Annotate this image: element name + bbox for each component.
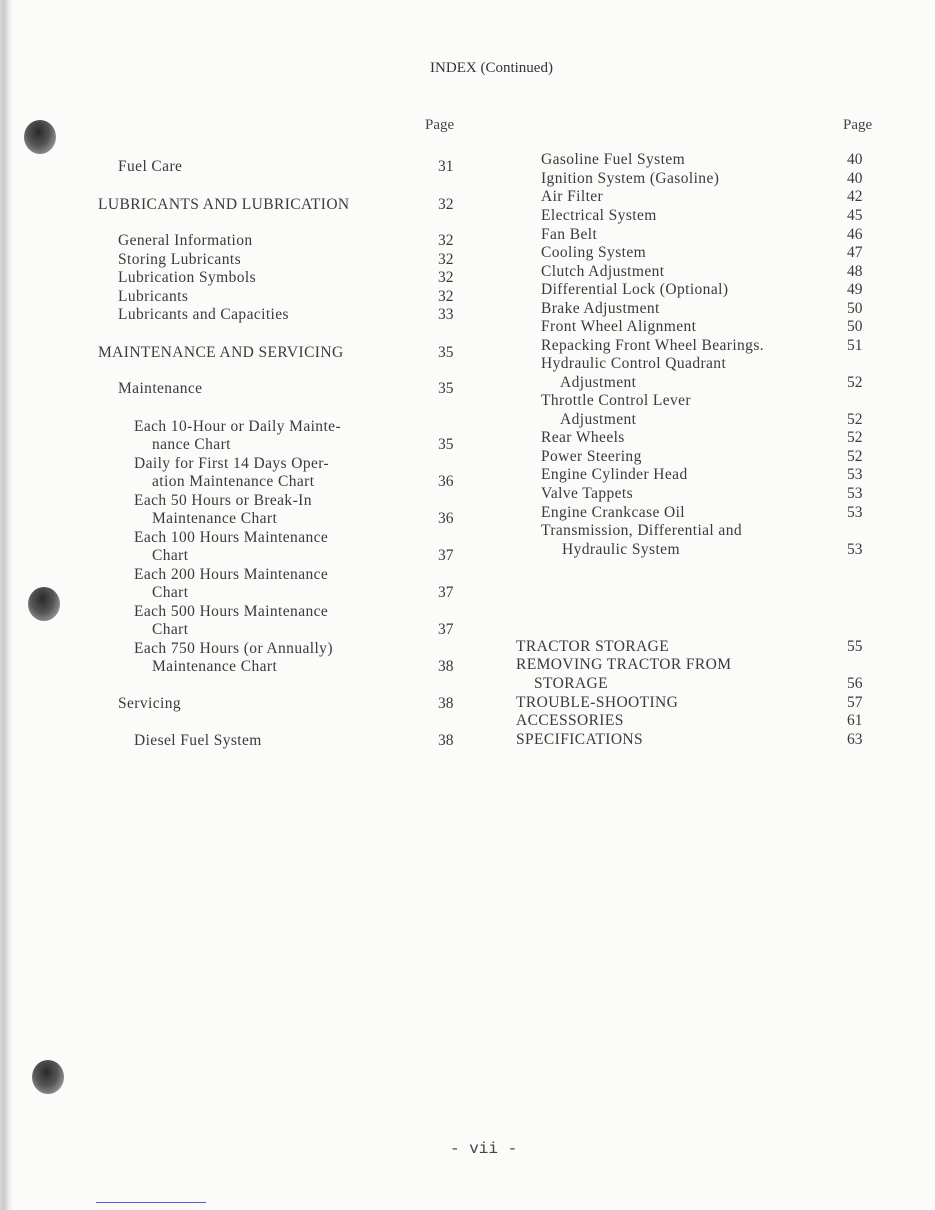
entry-page-number: 32 [438,232,454,249]
entry-page-number: 53 [847,504,863,521]
entry-label: Adjustment [560,374,637,391]
entry-label: Each 750 Hours (or Annually) [134,640,333,657]
entry-label: Fan Belt [541,226,598,243]
entry-label: Fuel Care [118,158,183,175]
binder-hole-top [24,120,56,154]
entry-page-number: 38 [438,658,454,675]
entry-page-number: 32 [438,196,454,213]
entry-label: TROUBLE-SHOOTING [516,694,679,711]
page-binding-edge [0,0,12,1210]
entry-page-number: 36 [438,473,454,490]
entry-label: STORAGE [534,675,608,692]
entry-label: Storing Lubricants [118,251,242,268]
entry-label: Chart [152,584,189,601]
entry-label: Electrical System [541,207,657,224]
binder-hole-bottom [32,1060,64,1094]
entry-page-number: 40 [847,151,863,168]
entry-page-number: 49 [847,281,863,298]
entry-label: Maintenance Chart [152,510,278,527]
entry-label: Gasoline Fuel System [541,151,686,168]
entry-page-number: 37 [438,547,454,564]
entry-label: General Information [118,232,253,249]
entry-label: Each 10-Hour or Daily Mainte- [134,418,342,435]
entry-label: Differential Lock (Optional) [541,281,729,298]
entry-page-number: 61 [847,712,863,729]
entry-label: Adjustment [560,411,637,428]
entry-page-number: 36 [438,510,454,527]
entry-label: Valve Tappets [541,485,634,502]
entry-label: LUBRICANTS AND LUBRICATION [98,196,350,213]
entry-label: ACCESSORIES [516,712,624,729]
entry-label: Each 100 Hours Maintenance [134,529,329,546]
entry-page-number: 32 [438,288,454,305]
page-number: - vii - [450,1140,518,1158]
binder-hole-middle [28,587,60,621]
entry-page-number: 52 [847,429,863,446]
entry-label: Hydraulic System [562,541,680,558]
entry-page-number: 52 [847,448,863,465]
entry-page-number: 37 [438,584,454,601]
entry-page-number: 35 [438,344,454,361]
entry-label: REMOVING TRACTOR FROM [516,656,732,673]
entry-page-number: 33 [438,306,454,323]
entry-label: Transmission, Differential and [541,522,742,539]
entry-label: Chart [152,621,189,638]
entry-label: Brake Adjustment [541,300,660,317]
entry-label: Each 200 Hours Maintenance [134,566,329,583]
entry-label: Servicing [118,695,182,712]
entry-page-number: 50 [847,300,863,317]
entry-page-number: 47 [847,244,863,261]
entry-label: Rear Wheels [541,429,625,446]
entry-label: Repacking Front Wheel Bearings. [541,337,765,354]
entry-label: Clutch Adjustment [541,263,665,280]
entry-label: ation Maintenance Chart [152,473,315,490]
entry-page-number: 32 [438,269,454,286]
entry-label: nance Chart [152,436,231,453]
entry-label: TRACTOR STORAGE [516,638,670,655]
page-column-header-right: Page [843,117,873,133]
entry-page-number: 40 [847,170,863,187]
entry-page-number: 52 [847,411,863,428]
entry-page-number: 38 [438,732,454,749]
page-title: INDEX (Continued) [430,60,553,76]
entry-page-number: 48 [847,263,863,280]
entry-label: Chart [152,547,189,564]
entry-label: Power Steering [541,448,642,465]
entry-page-number: 50 [847,318,863,335]
entry-page-number: 53 [847,466,863,483]
entry-label: Front Wheel Alignment [541,318,697,335]
entry-label: Hydraulic Control Quadrant [541,355,727,372]
page-column-header-left: Page [425,117,455,133]
entry-page-number: 57 [847,694,863,711]
entry-label: Each 50 Hours or Break-In [134,492,312,509]
entry-label: Maintenance [118,380,203,397]
entry-label: Ignition System (Gasoline) [541,170,720,187]
entry-label: Engine Cylinder Head [541,466,688,483]
entry-label: Lubricants and Capacities [118,306,289,323]
entry-page-number: 32 [438,251,454,268]
entry-page-number: 52 [847,374,863,391]
entry-label: Diesel Fuel System [134,732,262,749]
entry-page-number: 45 [847,207,863,224]
entry-page-number: 42 [847,188,863,205]
entry-label: Maintenance Chart [152,658,278,675]
entry-label: Engine Crankcase Oil [541,504,686,521]
entry-page-number: 56 [847,675,863,692]
entry-label: Cooling System [541,244,647,261]
entry-label: Each 500 Hours Maintenance [134,603,329,620]
entry-label: Throttle Control Lever [541,392,691,409]
entry-page-number: 38 [438,695,454,712]
entry-page-number: 53 [847,541,863,558]
entry-page-number: 35 [438,380,454,397]
blue-underline-mark [96,1202,206,1203]
entry-page-number: 63 [847,731,863,748]
entry-label: MAINTENANCE AND SERVICING [98,344,344,361]
entry-page-number: 35 [438,436,454,453]
entry-label: Air Filter [541,188,604,205]
entry-page-number: 51 [847,337,863,354]
entry-page-number: 53 [847,485,863,502]
entry-page-number: 46 [847,226,863,243]
entry-page-number: 55 [847,638,863,655]
entry-label: SPECIFICATIONS [516,731,644,748]
entry-page-number: 31 [438,158,454,175]
entry-label: Daily for First 14 Days Oper- [134,455,330,472]
entry-label: Lubricants [118,288,189,305]
entry-page-number: 37 [438,621,454,638]
entry-label: Lubrication Symbols [118,269,257,286]
